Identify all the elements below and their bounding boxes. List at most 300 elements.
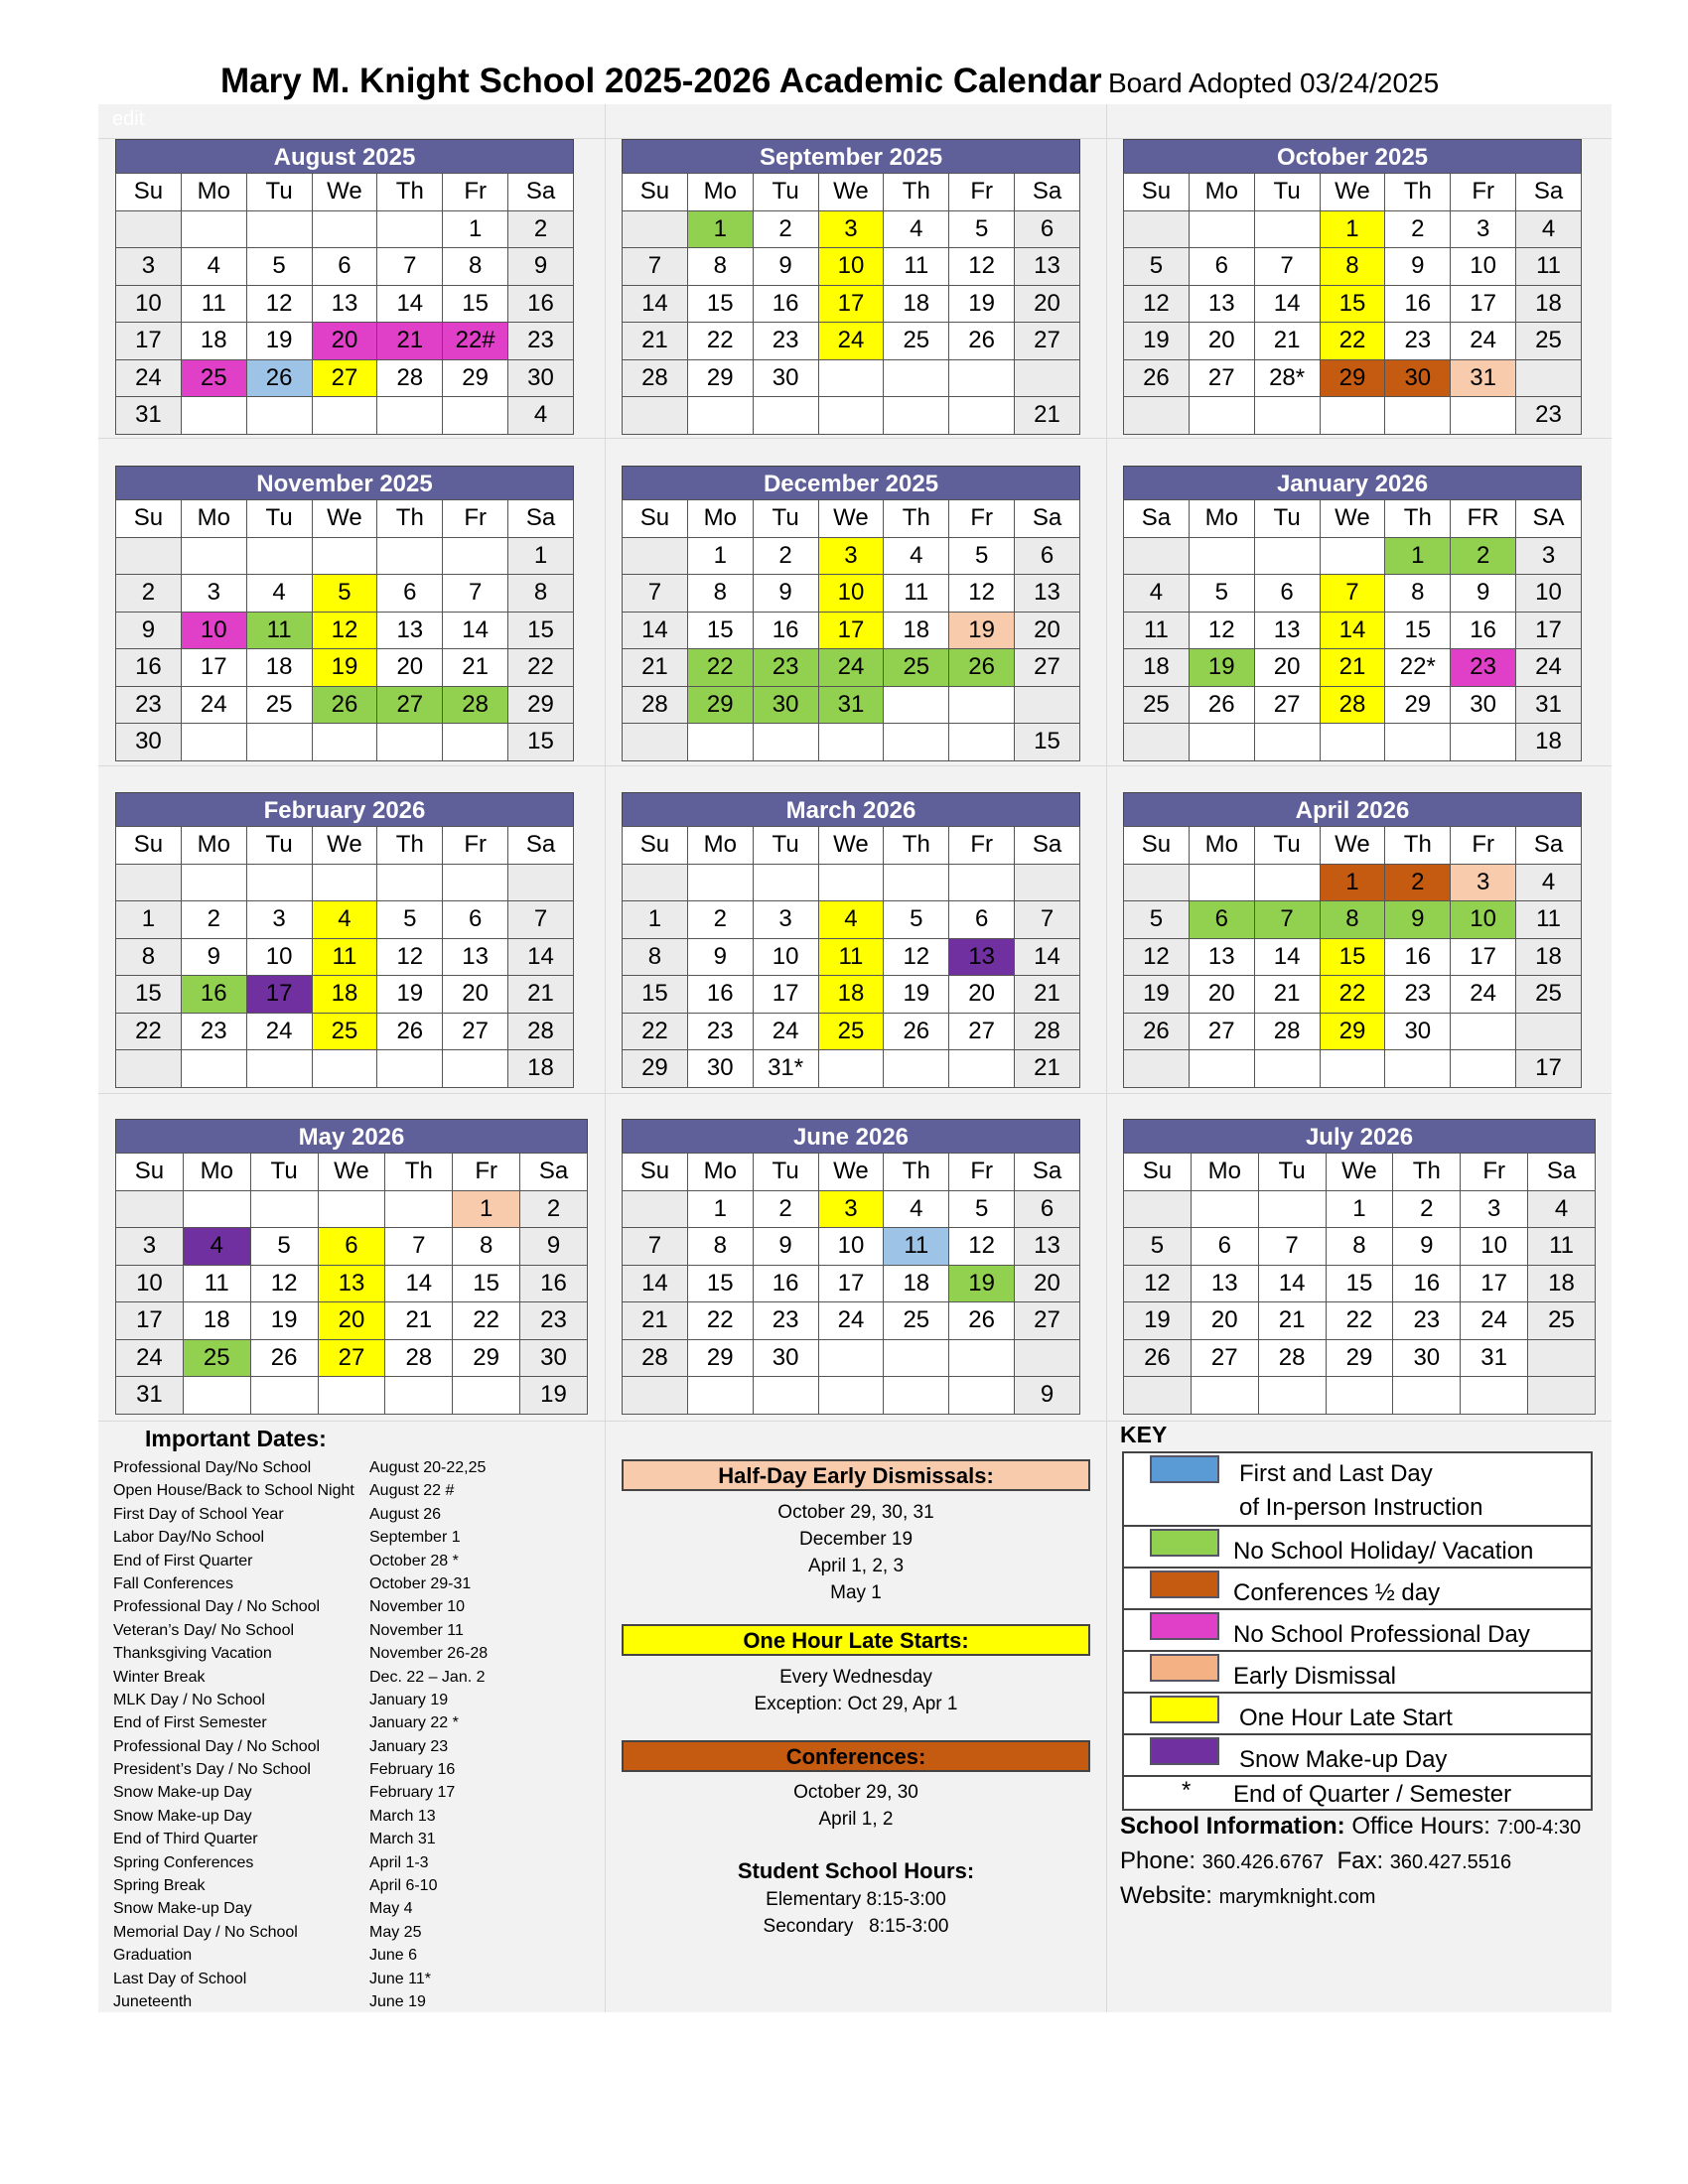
day-cell: 16 [181,976,246,1014]
day-cell [818,359,884,397]
day-cell: 11 [312,938,377,976]
important-date-row [113,1874,610,1897]
important-date-label: Open House/Back to School Night [113,1482,354,1500]
day-cell: 26 [949,649,1015,687]
day-cell: 28 [1258,1339,1326,1377]
day-cell [181,397,246,435]
day-cell: 9 [1451,575,1516,613]
day-cell [453,1377,520,1415]
day-cell: 31 [818,686,884,724]
weekday-header: Tu [753,174,818,211]
day-cell [623,864,688,901]
day-cell: 13 [318,1265,385,1302]
day-cell [753,724,818,761]
day-cell: 25 [884,649,949,687]
day-cell: 9 [520,1228,588,1266]
day-cell [183,1377,250,1415]
day-cell: 1 [508,537,574,575]
day-cell: 31 [1516,686,1582,724]
day-cell [753,1377,818,1415]
important-date-label: Professional Day / No School [113,1737,321,1755]
key-label: No School Holiday/ Vacation [1233,1538,1534,1565]
day-cell [246,537,312,575]
day-cell: 3 [1461,1190,1528,1228]
weekday-header: Tu [246,827,312,865]
day-cell: 30 [753,686,818,724]
day-cell: 2 [753,210,818,248]
weekday-header: We [1320,174,1385,211]
day-cell: 22 [623,1013,688,1050]
day-cell [1254,724,1320,761]
day-cell: 7 [508,901,574,939]
month-title: November 2025 [115,466,574,499]
day-cell [377,1050,443,1088]
important-date-row [113,1805,610,1828]
day-cell: 6 [377,575,443,613]
day-cell [687,397,753,435]
important-date-value: June 11* [369,1970,431,1987]
day-cell: 2 [1451,537,1516,575]
day-cell: 13 [949,938,1015,976]
day-cell: 20 [1015,1265,1080,1302]
day-cell: 24 [181,686,246,724]
day-cell: 14 [623,1265,688,1302]
day-cell: 21 [623,1302,688,1340]
weekday-header: Fr [949,500,1015,538]
day-cell: 16 [753,285,818,323]
month-table [115,499,574,761]
weekday-header: Th [1385,174,1451,211]
day-cell: 2 [181,901,246,939]
day-cell [1124,724,1190,761]
school-days-count: 4 [508,397,574,435]
month-july-2026 [1123,1119,1596,1415]
weekday-header: Mo [181,500,246,538]
day-cell: 18 [246,649,312,687]
weekday-header: Th [1393,1154,1461,1191]
month-table [1123,499,1582,761]
key-row [1124,1735,1591,1777]
important-date-label: First Day of School Year [113,1505,284,1523]
day-cell: 7 [623,248,688,286]
weekday-header: We [312,500,377,538]
school-info [1120,1810,1581,1914]
key-row [1124,1453,1591,1527]
weekday-header: Mo [1189,174,1254,211]
day-cell [1015,686,1080,724]
day-cell: 22 [508,649,574,687]
day-cell: 29 [1320,359,1385,397]
day-cell: 2 [508,210,574,248]
day-cell: 15 [1320,285,1385,323]
day-cell: 31* [753,1050,818,1088]
weekday-header: Su [623,827,688,865]
day-cell: 3 [181,575,246,613]
day-cell: 22 [116,1013,182,1050]
conferences-title: Conferences: [622,1740,1090,1772]
important-date-label: Professional Day/No School [113,1459,312,1476]
day-cell [385,1377,453,1415]
day-cell: 6 [949,901,1015,939]
weekday-header: Tu [1254,174,1320,211]
day-cell: 9 [181,938,246,976]
day-cell: 4 [818,901,884,939]
weekday-header: Sa [520,1154,588,1191]
day-cell: 10 [818,248,884,286]
day-cell: 23 [1451,649,1516,687]
day-cell [1191,1377,1258,1415]
day-cell: 1 [1326,1190,1393,1228]
important-date-row [113,1595,610,1618]
day-cell [183,1190,250,1228]
day-cell: 15 [1326,1265,1393,1302]
day-cell: 20 [443,976,508,1014]
important-date-row [113,1828,610,1850]
day-cell: 14 [1015,938,1080,976]
late-start-title: One Hour Late Starts: [622,1624,1090,1656]
weekday-header: Fr [443,174,508,211]
day-cell [623,1377,688,1415]
day-cell: 18 [884,1265,949,1302]
month-title: August 2025 [115,139,574,173]
day-cell: 9 [116,612,182,649]
day-cell: 24 [1451,323,1516,360]
day-cell: 13 [1189,938,1254,976]
day-cell: 4 [246,575,312,613]
day-cell: 30 [1385,359,1451,397]
day-cell: 17 [818,285,884,323]
day-cell: 27 [318,1339,385,1377]
day-cell: 8 [687,1228,753,1266]
info-line: October 29, 30, 31 [777,1502,934,1523]
day-cell: 7 [1258,1228,1326,1266]
day-cell: 1 [687,210,753,248]
day-cell: 28 [508,1013,574,1050]
day-cell: 18 [884,612,949,649]
day-cell: 28 [385,1339,453,1377]
key-swatch [1150,1737,1219,1765]
day-cell: 6 [443,901,508,939]
day-cell: 28 [377,359,443,397]
day-cell: 1 [443,210,508,248]
day-cell: 5 [949,210,1015,248]
month-table [115,173,574,435]
important-date-row [113,1711,610,1734]
day-cell: 13 [312,285,377,323]
day-cell [377,864,443,901]
day-cell [443,397,508,435]
day-cell: 31 [116,397,182,435]
day-cell [884,864,949,901]
weekday-header: Th [385,1154,453,1191]
important-date-value: August 26 [369,1505,442,1523]
day-cell: 26 [949,323,1015,360]
website-link[interactable]: marymknight.com [1218,1886,1376,1908]
day-cell [1516,1013,1582,1050]
important-date-value: September 1 [369,1529,461,1547]
important-date-value: January 23 [369,1737,449,1755]
office-hours: 7:00-4:30 [1496,1817,1582,1839]
day-cell: 21 [377,323,443,360]
info-line: April 1, 2, 3 [807,1556,905,1576]
day-cell: 18 [1528,1265,1596,1302]
key-swatch [1150,1529,1219,1557]
important-date-label: MLK Day / No School [113,1691,265,1708]
day-cell: 12 [949,248,1015,286]
weekday-header: Fr [949,827,1015,865]
day-cell [181,537,246,575]
day-cell: 25 [884,323,949,360]
day-cell: 18 [181,323,246,360]
weekday-header: Mo [687,1154,753,1191]
day-cell [246,864,312,901]
important-date-value: October 29-31 [369,1574,472,1592]
important-date-label: Last Day of School [113,1970,247,1987]
day-cell: 4 [884,210,949,248]
day-cell: 25 [1516,976,1582,1014]
month-table [622,826,1080,1088]
day-cell: 29 [443,359,508,397]
day-cell [753,397,818,435]
day-cell [884,359,949,397]
day-cell: 2 [753,537,818,575]
weekday-header: Sa [1124,500,1190,538]
day-cell: 8 [1326,1228,1393,1266]
weekday-header: Sa [508,827,574,865]
school-days-count: 23 [1516,397,1582,435]
day-cell: 10 [1461,1228,1528,1266]
day-cell: 30 [1451,686,1516,724]
edit-label[interactable]: edit [112,108,145,130]
day-cell: 17 [116,323,182,360]
weekday-header: Mo [1189,827,1254,865]
day-cell [1254,537,1320,575]
day-cell: 20 [312,323,377,360]
day-cell: 16 [753,1265,818,1302]
weekday-header: Fr [1451,174,1516,211]
day-cell: 20 [1189,976,1254,1014]
day-cell: 24 [116,359,182,397]
info-line: May 1 [830,1582,882,1603]
day-cell: 19 [949,285,1015,323]
day-cell: 6 [1191,1228,1258,1266]
important-date-label: Juneteenth [113,1992,193,2010]
day-cell: 30 [687,1050,753,1088]
important-date-row [113,1689,610,1711]
day-cell: 3 [116,1228,184,1266]
day-cell: 2 [1393,1190,1461,1228]
weekday-header: We [818,174,884,211]
weekday-header: Th [377,827,443,865]
day-cell [246,210,312,248]
day-cell: 29 [687,1339,753,1377]
day-cell: 12 [949,1228,1015,1266]
important-date-label: Memorial Day / No School [113,1923,298,1941]
key-label: First and Last Day of In-person Instruction [1239,1460,1483,1521]
day-cell: 3 [1451,210,1516,248]
day-cell: 8 [453,1228,520,1266]
key-swatch [1150,1612,1219,1640]
day-cell [312,210,377,248]
day-cell: 12 [250,1265,318,1302]
day-cell [181,1050,246,1088]
day-cell: 11 [884,248,949,286]
day-cell: 8 [623,938,688,976]
month-title: March 2026 [622,792,1080,826]
month-title: June 2026 [622,1119,1080,1153]
day-cell: 3 [753,901,818,939]
weekday-header: Fr [443,827,508,865]
day-cell: 5 [884,901,949,939]
info-line: Elementary 8:15-3:00 [766,1889,946,1910]
info-line: Secondary 8:15-3:00 [763,1916,949,1937]
key-row [1124,1569,1591,1610]
day-cell: 16 [1385,938,1451,976]
day-cell: 1 [116,901,182,939]
weekday-header: Tu [753,500,818,538]
weekday-header: Tu [753,827,818,865]
day-cell [1320,724,1385,761]
day-cell: 10 [1451,248,1516,286]
day-cell: 4 [1528,1190,1596,1228]
day-cell: 5 [949,1190,1015,1228]
weekday-header: Sa [1015,1154,1080,1191]
month-title: February 2026 [115,792,574,826]
important-date-label: President’s Day / No School [113,1761,311,1779]
day-cell: 4 [181,248,246,286]
day-cell: 19 [250,1302,318,1340]
day-cell [949,1050,1015,1088]
key-label: Conferences ½ day [1233,1579,1441,1606]
day-cell: 26 [884,1013,949,1050]
day-cell: 6 [1189,901,1254,939]
school-days-count: 15 [508,724,574,761]
day-cell: 19 [246,323,312,360]
day-cell [884,686,949,724]
day-cell [818,864,884,901]
day-cell [687,864,753,901]
weekday-header: Th [884,827,949,865]
day-cell: 23 [520,1302,588,1340]
day-cell: 28 [623,686,688,724]
day-cell [687,1377,753,1415]
day-cell: 28 [623,359,688,397]
day-cell [1124,1050,1190,1088]
day-cell: 21 [1258,1302,1326,1340]
day-cell: 16 [1451,612,1516,649]
day-cell [1124,210,1190,248]
weekday-header: We [312,174,377,211]
day-cell: 14 [1254,938,1320,976]
weekday-header: Tu [1254,500,1320,538]
weekday-header: Th [884,174,949,211]
day-cell: 15 [687,612,753,649]
important-date-value: August 20-22,25 [369,1459,487,1476]
day-cell: 19 [1189,649,1254,687]
important-date-value: November 10 [369,1598,466,1616]
day-cell: 5 [1124,1228,1192,1266]
weekday-header: Mo [687,827,753,865]
month-table [622,1153,1080,1415]
day-cell [949,1377,1015,1415]
day-cell: 24 [818,1302,884,1340]
day-cell: 18 [312,976,377,1014]
weekday-header: Mo [181,827,246,865]
month-table [622,173,1080,435]
weekday-header: Mo [181,174,246,211]
school-days-count: 21 [1015,1050,1080,1088]
key-row [1124,1777,1591,1809]
late-start-lines [622,1664,1090,1717]
important-date-value: April 1-3 [369,1853,429,1871]
day-cell: 31 [116,1377,184,1415]
day-cell: 7 [1015,901,1080,939]
day-cell [623,724,688,761]
weekday-header: Su [116,827,182,865]
day-cell: 18 [1516,938,1582,976]
day-cell [1124,864,1190,901]
day-cell: 1 [1385,537,1451,575]
day-cell [1254,1050,1320,1088]
day-cell: 23 [116,686,182,724]
day-cell: 23 [508,323,574,360]
day-cell: 5 [312,575,377,613]
day-cell: 11 [1528,1228,1596,1266]
day-cell: 4 [1516,210,1582,248]
day-cell [1461,1377,1528,1415]
day-cell: 1 [687,1190,753,1228]
half-day-lines [622,1499,1090,1606]
day-cell: 2 [1385,210,1451,248]
weekday-header: Sa [1015,500,1080,538]
important-date-row [113,1503,610,1526]
weekday-header: We [818,827,884,865]
weekday-header: Sa [1516,827,1582,865]
month-september-2025 [622,139,1080,435]
day-cell: 7 [443,575,508,613]
day-cell: 25 [183,1339,250,1377]
important-date-row [113,1642,610,1665]
weekday-header: Th [377,174,443,211]
day-cell: 17 [246,976,312,1014]
day-cell: 29 [1385,686,1451,724]
day-cell: 8 [443,248,508,286]
day-cell: 5 [250,1228,318,1266]
important-date-row [113,1550,610,1572]
info-line: December 19 [798,1529,914,1550]
day-cell: 15 [623,976,688,1014]
weekday-header: Sa [1015,174,1080,211]
day-cell [818,724,884,761]
day-cell: 4 [884,1190,949,1228]
day-cell: 8 [687,575,753,613]
important-date-row [113,1990,610,2013]
important-date-value: March 13 [369,1807,436,1825]
day-cell: 25 [818,1013,884,1050]
fax-label: Fax: [1336,1847,1384,1874]
day-cell [1451,397,1516,435]
weekday-header: Su [623,174,688,211]
important-date-label: Snow Make-up Day [113,1784,252,1802]
important-date-label: Snow Make-up Day [113,1807,252,1825]
day-cell: 26 [246,359,312,397]
day-cell: 15 [116,976,182,1014]
day-cell: 6 [1015,210,1080,248]
day-cell [1451,1050,1516,1088]
important-date-label: End of Third Quarter [113,1831,258,1848]
day-cell: 10 [181,612,246,649]
important-date-label: Spring Conferences [113,1853,254,1871]
